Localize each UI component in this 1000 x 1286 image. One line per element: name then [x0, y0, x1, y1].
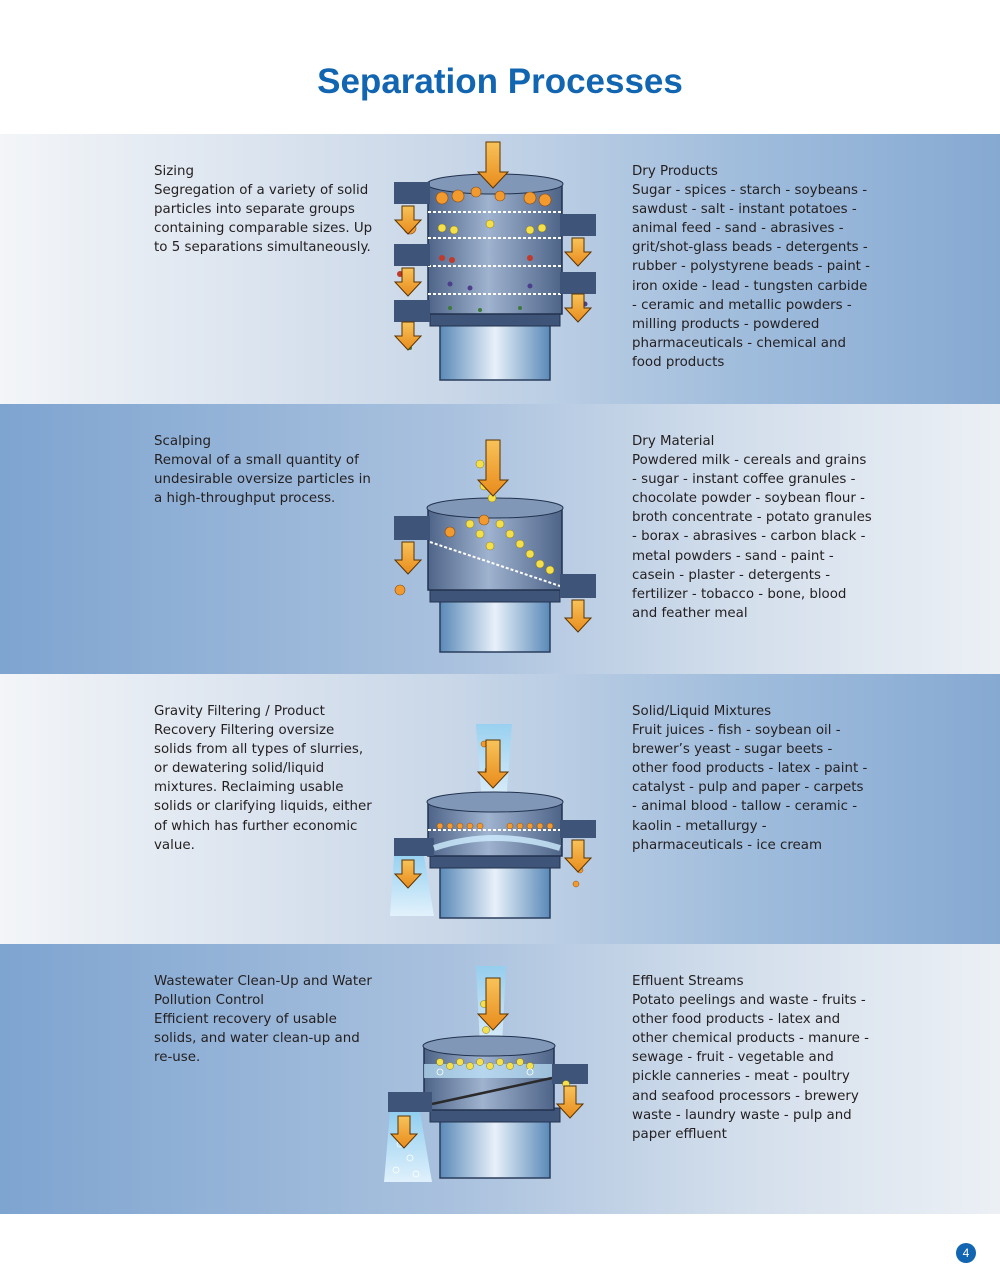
filtering-separator-icon: [380, 674, 620, 944]
sizing-description: [154, 162, 374, 257]
wastewater-separator-icon: [380, 944, 620, 1214]
scalping-heading: Scalping: [154, 434, 211, 449]
solid-liquid-heading: Solid/Liquid Mixtures: [632, 704, 772, 719]
section-scalping: [0, 404, 1000, 674]
page-number-badge: 4: [956, 1243, 976, 1263]
solid-liquid-list: [632, 702, 872, 855]
dry-material-heading: Dry Material: [632, 434, 715, 449]
sizing-body: Segregation of a variety of solid particles into separate groups containing comparable sizes. Up to 5 separations simultaneously.: [154, 183, 373, 256]
filtering-body: Gravity Filtering / Product Recovery Filtering oversize solids from all types of slurries, or dewatering solid/liquid mixtures. Reclaiming usable solids or clarifying liquids, either of which has further economic value.: [154, 704, 372, 853]
section-sizing: [0, 134, 1000, 404]
effluent-streams-list: [632, 972, 872, 1144]
dry-products-list: [632, 162, 872, 372]
scalping-description: [154, 432, 374, 508]
scalping-separator-icon: [380, 404, 620, 674]
effluent-streams-heading: Effluent Streams: [632, 974, 744, 989]
scalping-body: Removal of a small quantity of undesirable oversize particles in a high-throughput process.: [154, 453, 371, 507]
dry-material-list: [632, 432, 872, 623]
filtering-description: [154, 702, 374, 855]
section-gravity-filtering: [0, 674, 1000, 944]
dry-products-heading: Dry Products: [632, 164, 718, 179]
dry-material-body: Powdered milk - cereals and grains - sugar - instant coffee granules - chocolate powder - soybean flour - broth concentrate - potato granules - borax - abrasives - carbon black - metal powders - sand - paint - casein - plaster - detergents - fertilizer - tobacco - bone, blood and feather meal: [632, 453, 872, 621]
section-wastewater: [0, 944, 1000, 1214]
wastewater-heading: Wastewater Clean-Up and Water Pollution Control: [154, 974, 372, 1009]
effluent-streams-body: Potato peelings and waste - fruits - other food products - latex and other chemical products - manure - sewage - fruit - vegetable and pickle canneries - meat - poultry and seafood processors - brewery waste - laundry waste - pulp and paper effluent: [632, 993, 869, 1142]
page-title: Separation Processes: [317, 62, 683, 101]
sizing-separator-icon: [380, 134, 620, 404]
wastewater-description: [154, 972, 374, 1067]
sizing-heading: Sizing: [154, 164, 194, 179]
solid-liquid-body: Fruit juices - fish - soybean oil - brewer’s yeast - sugar beets - other food products - latex - paint - catalyst - pulp and paper - carpets - animal blood - tallow - ceramic - kaolin - metallurgy - pharmaceuticals - ice cream: [632, 723, 868, 853]
wastewater-body: Efficient recovery of usable solids, and water clean-up and re-use.: [154, 1012, 360, 1066]
dry-products-body: Sugar - spices - starch - soybeans - sawdust - salt - instant potatoes - animal feed - sand - abrasives - grit/shot-glass beads - detergents - rubber - polystyrene beads - paint - iron oxide - lead - tungsten carbide - ceramic and metallic powders - milling products - powdered pharmaceuticals - chemical and food products: [632, 183, 871, 370]
